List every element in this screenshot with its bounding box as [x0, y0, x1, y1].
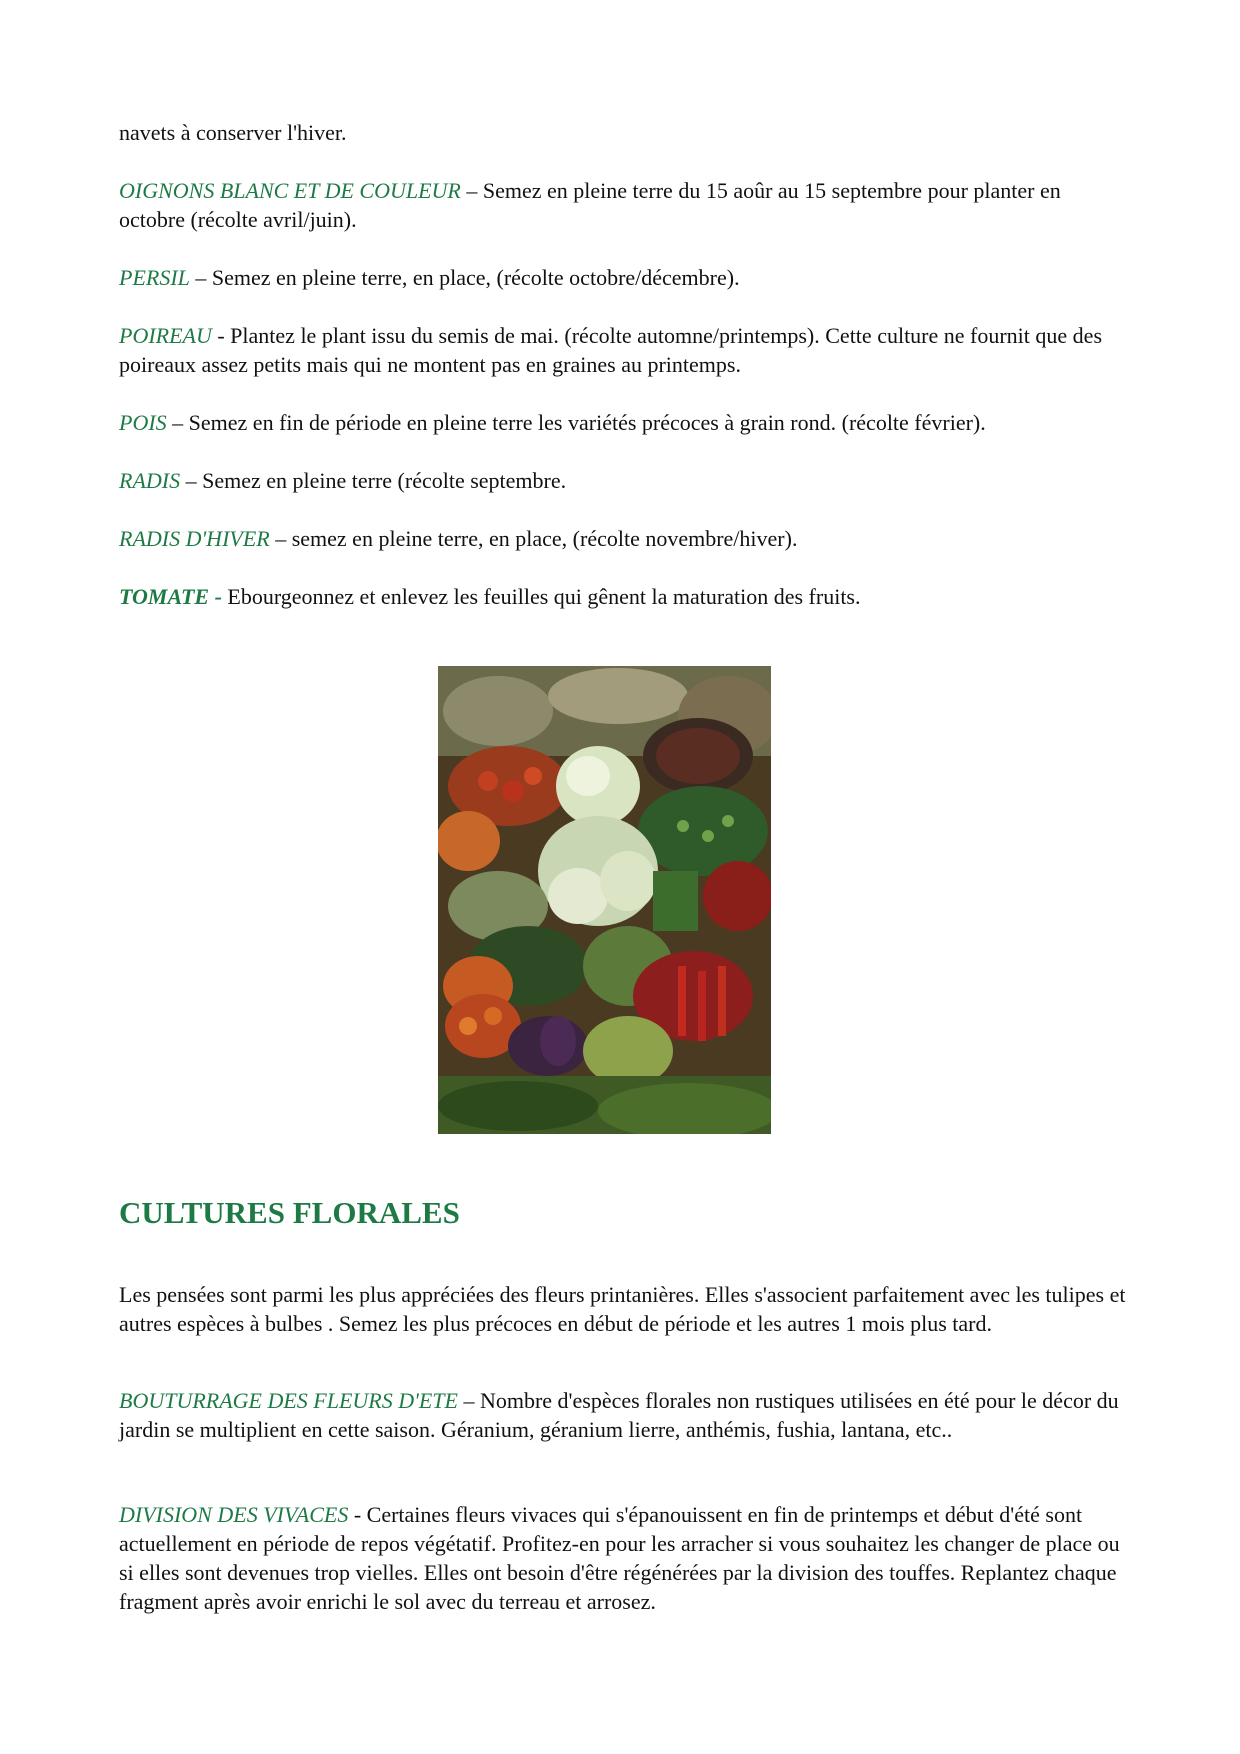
- entry-label: OIGNONS BLANC ET DE COULEUR: [119, 178, 461, 203]
- entry-label: DIVISION DES VIVACES: [119, 1502, 349, 1527]
- entry-bouturrage: [119, 1386, 1129, 1444]
- entry-label: PERSIL: [119, 265, 190, 290]
- entry-text: – Semez en pleine terre (récolte septembre.: [180, 468, 567, 493]
- entry-text: Ebourgeonnez et enlevez les feuilles qui gênent la maturation des fruits.: [227, 584, 861, 609]
- entry-radis-hiver: [119, 524, 1129, 553]
- entry-oignons: [119, 176, 1129, 234]
- section-intro: Les pensées sont parmi les plus appréciées des fleurs printanières. Elles s'associent parfaitement avec les tulipes et autres espèces à bulbes . Semez les plus précoces en début de période et les autres 1 mois plus tard.: [119, 1282, 1126, 1336]
- entry-label: BOUTURRAGE DES FLEURS D'ETE: [119, 1388, 458, 1413]
- vegetable-market-illustration: [438, 666, 771, 1134]
- entry-text: – semez en pleine terre, en place, (récolte novembre/hiver).: [269, 526, 798, 551]
- intro-paragraph: navets à conserver l'hiver.: [119, 120, 347, 145]
- entry-text: – Nombre d'espèces florales non rustiques utilisées en été pour le décor du jardin se multiplient en cette saison. Géranium, géranium lierre, anthémis, fushia, lantana, etc..: [119, 1388, 1119, 1442]
- vegetable-market-photo: [438, 666, 771, 1134]
- entry-pois: [119, 408, 1129, 437]
- entry-text: - Certaines fleurs vivaces qui s'épanouissent en fin de printemps et début d'été sont actuellement en période de repos végétatif. Profitez-en pour les arracher si vous souhaitez les changer de place ou si elles sont devenues trop vielles. Elles ont besoin d'être régénérées par la division des touffes. Replantez chaque fragment après avoir enrichi le sol avec du terreau et arrosez.: [119, 1502, 1120, 1614]
- entry-label: RADIS: [119, 468, 181, 493]
- entry-text: – Semez en fin de période en pleine terre les variétés précoces à grain rond. (récolte février).: [166, 410, 986, 435]
- entry-radis: [119, 466, 1129, 495]
- entry-poireau: [119, 321, 1129, 379]
- entry-persil: [119, 263, 1129, 292]
- entry-text: – Semez en pleine terre du 15 aoûr au 15 septembre pour planter en octobre (récolte avril/juin).: [119, 178, 1061, 232]
- entry-label: RADIS D'HIVER: [119, 526, 270, 551]
- entry-label: POIS: [119, 410, 167, 435]
- entry-label: POIREAU: [119, 323, 212, 348]
- entry-text: – Semez en pleine terre, en place, (récolte octobre/décembre).: [189, 265, 740, 290]
- entry-label: TOMATE -: [119, 584, 228, 609]
- section-title: CULTURES FLORALES: [119, 1195, 460, 1230]
- entry-tomate: [119, 582, 1129, 611]
- entry-text: - Plantez le plant issu du semis de mai. (récolte automne/printemps). Cette culture ne fournit que des poireaux assez petits mais qui ne montent pas en graines au printemps.: [119, 323, 1102, 377]
- entry-division: [119, 1500, 1129, 1616]
